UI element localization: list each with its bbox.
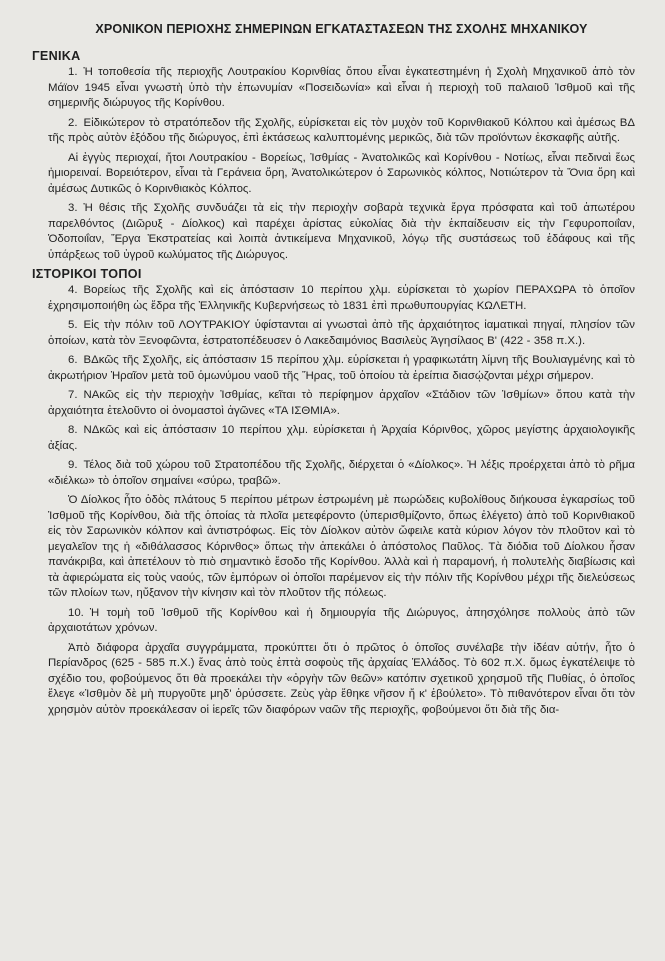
paragraph-number: 6.	[68, 354, 78, 366]
paragraph-7	[48, 388, 635, 419]
paragraph-text: Ἡ τοποθεσία τῆς περιοχῆς Λουτρακίου Κορινθίας ὅπου εἶναι ἐγκατεστημένη ἡ Σχολὴ Μηχανικοῦ ἀπὸ τὸν Μάϊον 1945 εἶναι γνωστὴ ὑπὸ τὴν ἐπωνυμίαν «Ποσειδωνία» καὶ εἶναι ἡ περιοχὴ τοῦ παλαιοῦ Ἰσθμοῦ καὶ τῆς σημερινῆς διώρυγος τῆς Κορίνθου.	[48, 66, 635, 109]
paragraph-text: Ἡ θέσις τῆς Σχολῆς συνδυάζει τὰ εἰς τὴν περιοχὴν σοβαρὰ τεχνικὰ ἔργα πρόσφατα καὶ τοῦ ἀπωτέρου παρελθόντος (Διῶρυξ - Δίολκος) καὶ παρέχει ἀρίστας εὐκολίας διὰ τὴν ἐκπαίδευσιν εἰς τὴν Γεφυροποιΐαν, Ὁδοποιΐαν, Ἔργα Ἐκστρατείας καὶ λοιπὰ ἀντικείμενα Μηχανικοῦ, λόγῳ τῆς συστάσεως τοῦ ἐδάφους καὶ τῆς ὑπάρξεως τοῦ ὑγροῦ κωλύματος τῆς Διώρυγος.	[48, 202, 635, 261]
paragraph-3	[48, 201, 635, 263]
section-heading-general: ΓΕΝΙΚΑ	[32, 49, 81, 63]
paragraph-text: ΝΔκῶς καὶ εἰς ἀπόστασιν 10 περίπου χλμ. εὑρίσκεται ἡ Ἀρχαία Κόρινθος, χῶρος μεγίστης ἀρχαιολογικῆς ἀξίας.	[48, 424, 635, 452]
paragraph-text: ΝΑκῶς εἰς τὴν περιοχὴν Ἰσθμίας, κεῖται τὸ περίφημον ἀρχαῖον «Στάδιον τῶν Ἰσθμίων» ὅπου κατὰ τὴν ἀρχαιότητα ἐτελοῦντο οἱ ὀνομαστοὶ ἀγῶνες «ΤΑ ΙΣΘΜΙΑ».	[48, 389, 635, 417]
paragraph-number: 3.	[68, 202, 78, 214]
paragraph-text: Ἀπὸ διάφορα ἀρχαῖα συγγράμματα, προκύπτει ὅτι ὁ πρῶτος ὁ ὁποῖος συνέλαβε τὴν ἰδέαν αὐτήν, ἦτο ὁ Περίανδρος (625 - 585 π.Χ.) ἕνας ἀπὸ τοὺς ἑπτὰ σοφοὺς τῆς ἀρχαίας Ἑλλάδος. Τὸ 602 π.Χ. ὅμως ἐγκατέλειψε τὸ σχέδιο του, φοβούμενος ὅτι θὰ προεκάλει τὴν «ὀργὴν τῶν θεῶν» κατόπιν σχετικοῦ χρησμοῦ τῆς Πυθίας, ὁ ὁποῖος ἔλεγε «Ἰσθμὸν δὲ μὴ πυργοῦτε μηδ' ὀρύσσετε. Ζεὺς γὰρ ἔθηκε νῆσον ἤ κ' ἐβούλετο». Τὸ πιθανότερον εἶναι ὅτι τὸν χρησμὸν αὐτὸν προεκάλεσαν οἱ ἱερεῖς τῶν διαφόρων ναῶν τῆς περιοχῆς, φοβούμενοι ὅτι διὰ τῆς δια-	[48, 641, 635, 716]
paragraph-number: 1.	[68, 66, 78, 78]
paragraph-number: 4.	[68, 284, 78, 296]
paragraph-text: Εἰδικώτερον τὸ στρατόπεδον τῆς Σχολῆς, εὑρίσκεται εἰς τὸν μυχὸν τοῦ Κορινθιακοῦ Κόλπου καὶ ἀμέσως ΒΔ τῆς πρὸς αὐτὸν ἐξόδου τῆς διώρυγος, ἐπὶ ἐκτάσεως καλυπτομένης μερικῶς, διὰ τῶν προϊόντων ἐκσκαφῆς αὐτῆς.	[48, 116, 635, 144]
paragraph-number: 10.	[68, 606, 84, 619]
paragraph-9-continued	[48, 493, 635, 602]
paragraph-2-continued	[48, 151, 635, 198]
paragraph-4	[48, 283, 635, 314]
paragraph-10	[48, 606, 635, 637]
paragraph-2	[48, 116, 635, 147]
section-heading-historic-sites: ΙΣΤΟΡΙΚΟΙ ΤΟΠΟΙ	[32, 267, 142, 281]
paragraph-text: ΒΔκῶς τῆς Σχολῆς, εἰς ἀπόστασιν 15 περίπου χλμ. εὑρίσκεται ἡ γραφικωτάτη λίμνη τῆς Βουλιαγμένης καὶ τὸ ἀκρωτήριον Ἡραῖον μετὰ τοῦ ὁμωνύμου ναοῦ τῆς Ἥρας, τοῦ ὁποίου τὰ ἐρείπια διασῴζονται μέχρι σήμερον.	[48, 354, 635, 382]
paragraph-text: Βορείως τῆς Σχολῆς καὶ εἰς ἀπόστασιν 10 περίπου χλμ. εὑρίσκεται τὸ χωρίον ΠΕΡΑΧΩΡΑ τὸ ὁποῖον ἐχρησιμοποιήθη ὡς ἕδρα τῆς Ἑλληνικῆς Κυβερνήσεως τὸ 1831 ἐπὶ πρωθυπουργίας ΚΩΛΕΤΗ.	[48, 284, 635, 312]
paragraph-1	[48, 65, 635, 112]
paragraph-text: Τέλος διὰ τοῦ χώρου τοῦ Στρατοπέδου τῆς Σχολῆς, διέρχεται ὁ «Δίολκος». Ἡ λέξις προέρχεται ἀπὸ τὸ ρῆμα «διέλκω» τὸ ὁποῖον σημαίνει «σύρω, τραβῶ».	[48, 459, 635, 487]
paragraph-10-continued	[48, 641, 635, 719]
paragraph-text: Αἱ ἐγγὺς περιοχαί, ἤτοι Λουτρακίου - Βορείως, Ἰσθμίας - Ἀνατολικῶς καὶ Κορίνθου - Νοτίως, εἶναι πεδιναὶ ἕως ἡμιορειναί. Βορειότερον, εἶναι τὰ Γεράνεια ὄρη, Ἀνατολικώτερον ὁ Σαρωνικὸς κόλπος, Νοτιώτερον τὰ Ὄνια ὄρη καὶ ἀμέσως Δυτικῶς ὁ Κορινθιακὸς Κόλπος.	[48, 151, 635, 195]
document-title: ΧΡΟΝΙΚΟΝ ΠΕΡΙΟΧΗΣ ΣΗΜΕΡΙΝΩΝ ΕΓΚΑΤΑΣΤΑΣΕΩΝ ΤΗΣ ΣΧΟΛΗΣ ΜΗΧΑΝΙΚΟΥ	[95, 22, 588, 36]
paragraph-text: Ὁ Δίολκος ἦτο ὁδὸς πλάτους 5 περίπου μέτρων ἐστρωμένη μὲ πωρώδεις κυβολίθους διήκουσα ἐγκαρσίως τοῦ Ἰσθμοῦ τῆς Κορίνθου, διὰ τῆς ὁποίας τὰ πλοῖα μετεφέροντο (ὑπερισθμίζοντο, ὅπως ἐλέγετο) ἀπὸ τοῦ Κορινθιακοῦ εἰς τὸν Σαρωνικὸν κόλπον καὶ ἀντιστρόφως. Εἰς τὸν Δίολκον αὐτὸν ὤφειλε κατὰ κύριον λόγον τὸν πλοῦτον καὶ τὸ μεγαλεῖον της ἡ «διθάλασσος Κόρινθος» ὅπως τὴν ἀπεκάλει ὁ ἀπόστολος Παῦλος. Τὰ διόδια τοῦ Δίολκου ἦσαν πανάκριβα, καὶ ἀπετέλουν τὸ πιὸ σημαντικὸ ἔσοδο τῆς Κορίνθου. Ἀλλὰ καὶ ἡ παραμονή, ἡ πολυτελὴς διαβίωσις καὶ τὰ ἀφιερώματα εἰς τοὺς ναούς, τῶν ἐμπόρων οἱ ὁποῖοι παρέμενον εἰς τὴν πόλιν τῆς Κορίνθου μέχρι τῆς διελεύσεως τῶν πλοίων των, ηὔξανον τὴν κίνησιν καὶ τὸν πλοῦτον τῆς πόλεως.	[48, 494, 635, 599]
paragraph-number: 8.	[68, 424, 78, 436]
paragraph-8	[48, 423, 635, 454]
paragraph-9	[48, 458, 635, 489]
paragraph-6	[48, 353, 635, 384]
paragraph-number: 9.	[68, 459, 78, 471]
paragraph-number: 5.	[68, 319, 78, 331]
paragraph-5	[48, 318, 635, 349]
paragraph-number: 2.	[68, 116, 78, 129]
paragraph-text: Εἰς τὴν πόλιν τοῦ ΛΟΥΤΡΑΚΙΟΥ ὑφίστανται αἱ γνωσταὶ ἀπὸ τῆς ἀρχαιότητος ἰαματικαὶ πηγαί, πλησίον τῶν ὁποίων, κατὰ τὸν Ξενοφῶντα, ἐστρατοπέδευσεν ὁ Λακεδαιμόνιος Βασιλεὺς Ἀγησίλαος Β' (422 - 358 π.Χ.).	[48, 319, 635, 347]
paragraph-text: Ἡ τομὴ τοῦ Ἰσθμοῦ τῆς Κορίνθου καὶ ἡ δημιουργία τῆς Διώρυγος, ἀπησχόλησε πολλοὺς ἀπὸ τῶν ἀρχαιοτάτων χρόνων.	[48, 606, 635, 634]
paragraph-number: 7.	[68, 389, 78, 401]
